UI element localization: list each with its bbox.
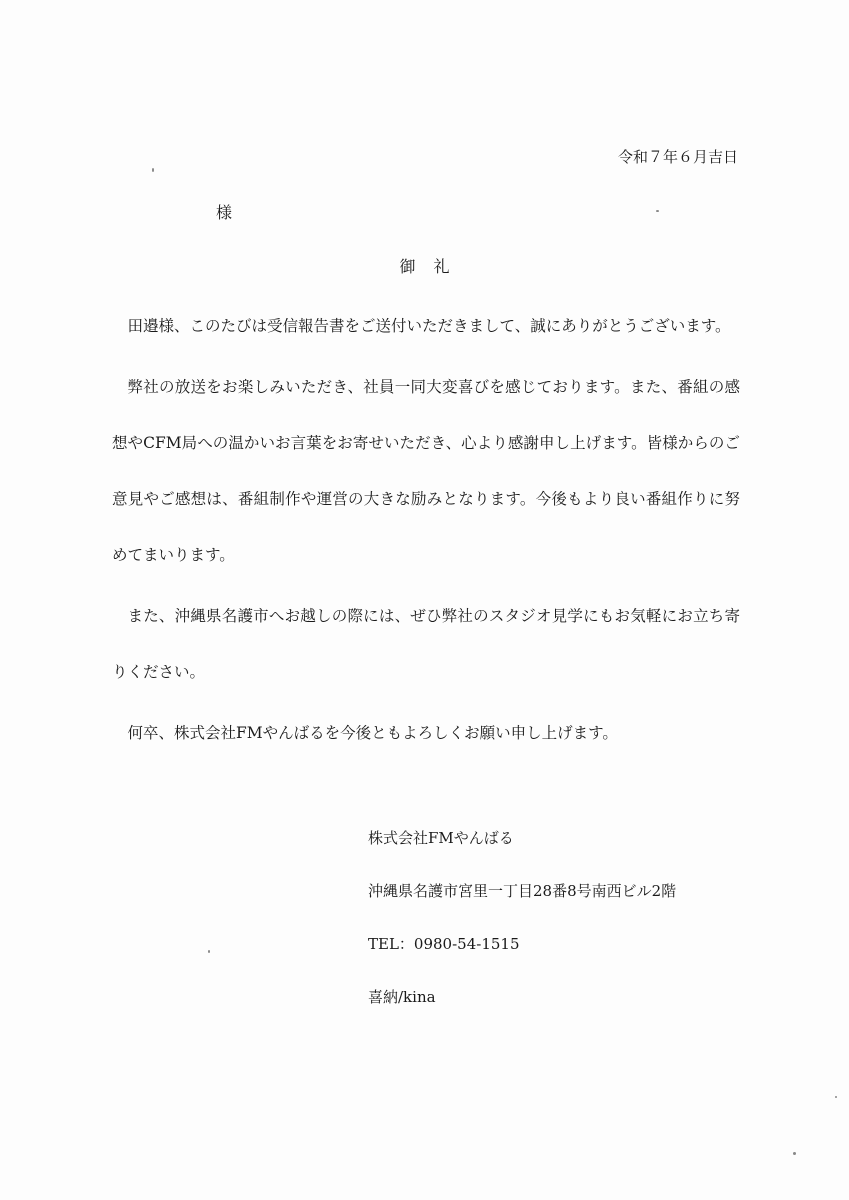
signature-company: 株式会社FMやんばる <box>368 829 514 847</box>
scan-speck <box>793 1152 796 1155</box>
signature-address: 沖縄県名護市宮里一丁目28番8号南西ビル2階 <box>368 882 677 900</box>
letter-date: 令和７年６月吉日 <box>617 148 738 166</box>
paragraph-closing: 何卒、株式会社FMやんばるを今後ともよろしくお願い申し上げます。 <box>127 724 618 742</box>
scan-speck <box>208 950 210 953</box>
scan-speck <box>656 210 659 212</box>
signature-tel: TEL：0980-54-1515 <box>368 935 520 953</box>
letter-body <box>112 298 740 766</box>
signature-contact: 喜納/kina <box>368 988 436 1006</box>
signature-block <box>368 812 748 1024</box>
scan-speck <box>835 1096 837 1098</box>
letter-title: 御礼 <box>399 257 468 276</box>
paragraph-thanks: 田邉様、このたびは受信報告書をご送付いただきまして、誠にありがとうございます。 <box>127 317 731 335</box>
scan-speck <box>152 168 154 172</box>
paragraph-appreciation: 弊社の放送をお楽しみいただき、社員一同大変喜びを感じております。また、番組の感想やCFM局への温かいお言葉をお寄せいただき、心より感謝申し上げます。皆様からのご意見やご感想は、番組制作や運営の大きな励みとなります。今後もより良い番組作りに努めてまいります。 <box>112 378 740 564</box>
paragraph-invitation: また、沖縄県名護市へお越しの際には、ぜひ弊社のスタジオ見学にもお気軽にお立ち寄りください。 <box>112 607 740 681</box>
recipient-salutation: 様 <box>216 203 233 222</box>
